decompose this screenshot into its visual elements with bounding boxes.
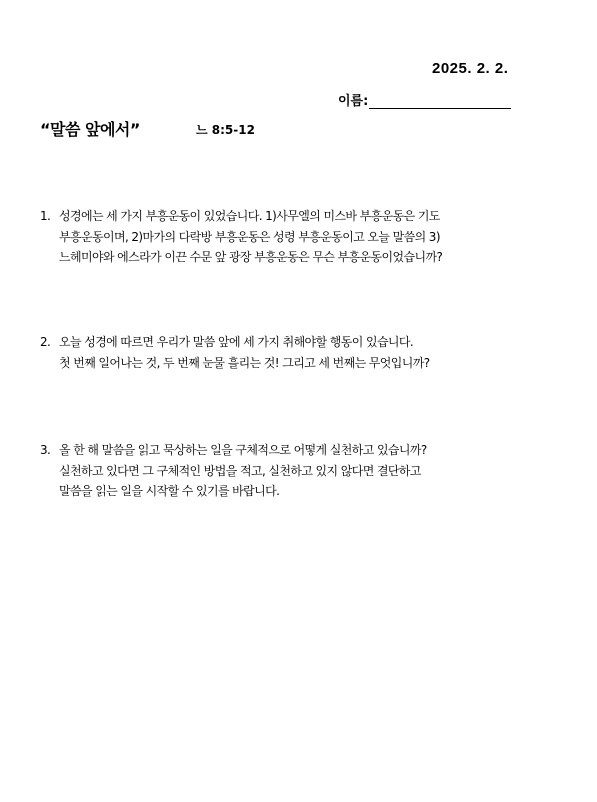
question-number: 1. (40, 209, 51, 223)
sermon-title: “말씀 앞에서” (40, 120, 140, 139)
name-field (338, 90, 511, 109)
question-line: 부흥운동이며, 2)마가의 다락방 부흥운동은 성령 부흥운동이고 오늘 말씀의 3) (59, 229, 440, 244)
question-2 (40, 332, 540, 373)
question-line: 오늘 성경에 따르면 우리가 말씀 앞에 세 가지 취해야할 행동이 있습니다. (59, 335, 414, 349)
question-number: 2. (40, 335, 51, 349)
question-number: 3. (40, 443, 51, 457)
question-line: 성경에는 세 가지 부흥운동이 있었습니다. 1)사무엘의 미스바 부흥운동은 기도 (59, 209, 440, 223)
question-line: 첫 번째 일어나는 것, 두 번째 눈물 흘리는 것! 그리고 세 번째는 무엇입니까? (59, 355, 430, 370)
question-1 (40, 206, 540, 268)
question-3 (40, 440, 540, 502)
name-underline (369, 94, 511, 109)
worksheet-date: 2025. 2. 2. (432, 60, 509, 77)
question-line: 느헤미야와 에스라가 이끈 수문 앞 광장 부흥운동은 무슨 부흥운동이었습니까? (59, 250, 443, 264)
question-line: 말씀을 읽는 일을 시작할 수 있기를 바랍니다. (59, 484, 280, 498)
scripture-reference: 느 8:5-12 (196, 123, 255, 137)
name-label: 이름: (338, 94, 369, 109)
question-line: 실천하고 있다면 그 구체적인 방법을 적고, 실천하고 있지 않다면 결단하고 (59, 463, 421, 478)
question-line: 올 한 해 말씀을 읽고 묵상하는 일을 구체적으로 어떻게 실천하고 있습니까? (59, 443, 427, 457)
